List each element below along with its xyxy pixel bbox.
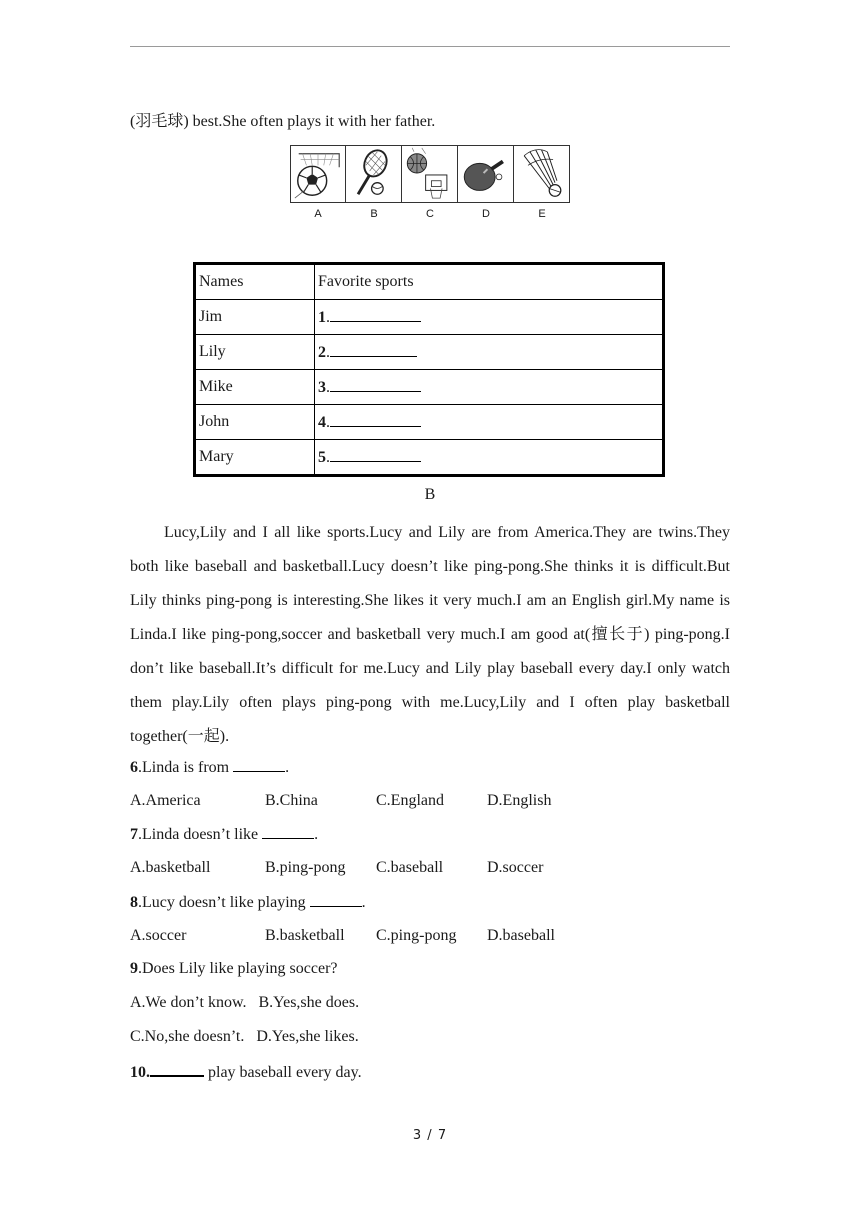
option-a[interactable]: A.soccer <box>130 927 187 944</box>
table-cell-name: Mike <box>195 370 315 405</box>
answer-blank[interactable] <box>310 892 362 907</box>
question-6 <box>130 757 289 778</box>
table-cell-name: John <box>195 405 315 440</box>
question-number: 8 <box>130 894 138 911</box>
question-7 <box>130 824 318 845</box>
question-number: 6 <box>130 759 138 776</box>
option-b[interactable]: B.ping-pong <box>265 859 346 876</box>
blank-dot: . <box>326 344 330 361</box>
ping-pong-paddle-icon <box>458 145 514 203</box>
question-number: 10 <box>130 1064 146 1081</box>
table-row <box>195 405 664 440</box>
question-10 <box>130 1061 362 1083</box>
table-header-names: Names <box>195 264 315 300</box>
sports-pictures <box>290 145 570 205</box>
header-rule <box>130 46 730 47</box>
question-text: .Linda is from <box>138 759 234 776</box>
page-number: 3 / 7 <box>412 1128 448 1143</box>
option-d[interactable]: D.baseball <box>487 927 555 944</box>
question-6-options <box>130 791 730 811</box>
blank-number: 4 <box>318 414 326 431</box>
option-d[interactable]: D.soccer <box>487 859 544 876</box>
question-dot: . <box>146 1064 150 1081</box>
question-number: 9 <box>130 960 138 977</box>
blank-number: 5 <box>318 449 326 466</box>
answer-blank[interactable] <box>233 757 285 772</box>
answer-blank[interactable] <box>330 377 421 392</box>
answer-blank[interactable] <box>330 307 421 322</box>
option-d[interactable]: D.English <box>487 792 552 809</box>
table-cell-name: Lily <box>195 335 315 370</box>
question-text: .Lucy doesn’t like playing <box>138 894 310 911</box>
option-a[interactable]: A.basketball <box>130 859 211 876</box>
blank-number: 2 <box>318 344 326 361</box>
table-cell-name: Jim <box>195 300 315 335</box>
answer-blank-cell[interactable] <box>315 440 664 476</box>
picture-letter: D <box>482 208 490 220</box>
question-text: play baseball every day. <box>204 1064 362 1081</box>
question-9 <box>130 959 338 979</box>
question-end: . <box>285 759 290 776</box>
basketball-hoop-icon <box>402 145 458 203</box>
table-cell-name: Mary <box>195 440 315 476</box>
answer-blank-cell[interactable] <box>315 335 664 370</box>
answer-blank[interactable] <box>262 824 314 839</box>
option-a[interactable]: A.America <box>130 792 201 809</box>
favorite-sports-table <box>193 262 665 477</box>
answer-blank-cell[interactable] <box>315 405 664 440</box>
intro-line: (羽毛球) best.She often plays it with her father. <box>130 113 436 130</box>
question-text: .Linda doesn’t like <box>138 826 263 843</box>
picture-letter: B <box>370 208 378 220</box>
question-end: . <box>361 894 366 911</box>
table-row <box>195 370 664 405</box>
table-header-sports: Favorite sports <box>315 264 664 300</box>
table-header-row <box>195 264 664 300</box>
question-8 <box>130 892 366 913</box>
blank-dot: . <box>326 449 330 466</box>
option-c[interactable]: C.ping-pong <box>376 927 457 944</box>
table-row <box>195 335 664 370</box>
answer-blank[interactable] <box>330 342 417 357</box>
answer-blank-cell[interactable] <box>315 300 664 335</box>
section-label: B <box>424 486 436 503</box>
question-number: 7 <box>130 826 138 843</box>
question-9-options-line-1[interactable]: A.We don’t know. B.Yes,she does. <box>130 994 360 1011</box>
question-7-options <box>130 858 730 878</box>
soccer-ball-goal-icon <box>290 145 346 203</box>
blank-number: 3 <box>318 379 326 396</box>
blank-number: 1 <box>318 309 326 326</box>
tennis-racket-icon <box>346 145 402 203</box>
answer-blank[interactable] <box>330 447 421 462</box>
picture-letter: E <box>538 208 546 220</box>
reading-passage <box>130 516 730 754</box>
table-row <box>195 300 664 335</box>
option-b[interactable]: B.basketball <box>265 927 345 944</box>
picture-letters <box>290 208 570 220</box>
passage-text: Lucy,Lily and I all like sports.Lucy and Lily are from America.They are twins.They both like baseball and basketball.Lucy doesn’t like ping-pong.She thinks it is difficult.But Lily thinks ping-pong is interesting.She likes it very much.I am an English girl.My name is Linda.I like ping-pong,soccer and basketball very much.I am good at(擅长于) ping-pong.I don’t like baseball.It’s difficult for me.Lucy and Lily play baseball every day.I only watch them play.Lily often plays ping-pong with me.Lucy,Lily and I often play basketball together(一起). <box>130 524 730 745</box>
picture-letter: A <box>314 208 322 220</box>
question-8-options <box>130 926 730 946</box>
answer-blank[interactable] <box>330 412 421 427</box>
option-c[interactable]: C.baseball <box>376 859 444 876</box>
question-end: . <box>314 826 319 843</box>
picture-letter: C <box>426 208 434 220</box>
question-9-options-line-2[interactable]: C.No,she doesn’t. D.Yes,she likes. <box>130 1028 359 1045</box>
answer-blank-cell[interactable] <box>315 370 664 405</box>
shuttlecock-icon <box>514 145 570 203</box>
blank-dot: . <box>326 414 330 431</box>
blank-dot: . <box>326 379 330 396</box>
blank-dot: . <box>326 309 330 326</box>
answer-blank[interactable] <box>150 1061 204 1077</box>
question-text: .Does Lily like playing soccer? <box>138 960 338 977</box>
option-b[interactable]: B.China <box>265 792 318 809</box>
table-row <box>195 440 664 476</box>
option-c[interactable]: C.England <box>376 792 444 809</box>
